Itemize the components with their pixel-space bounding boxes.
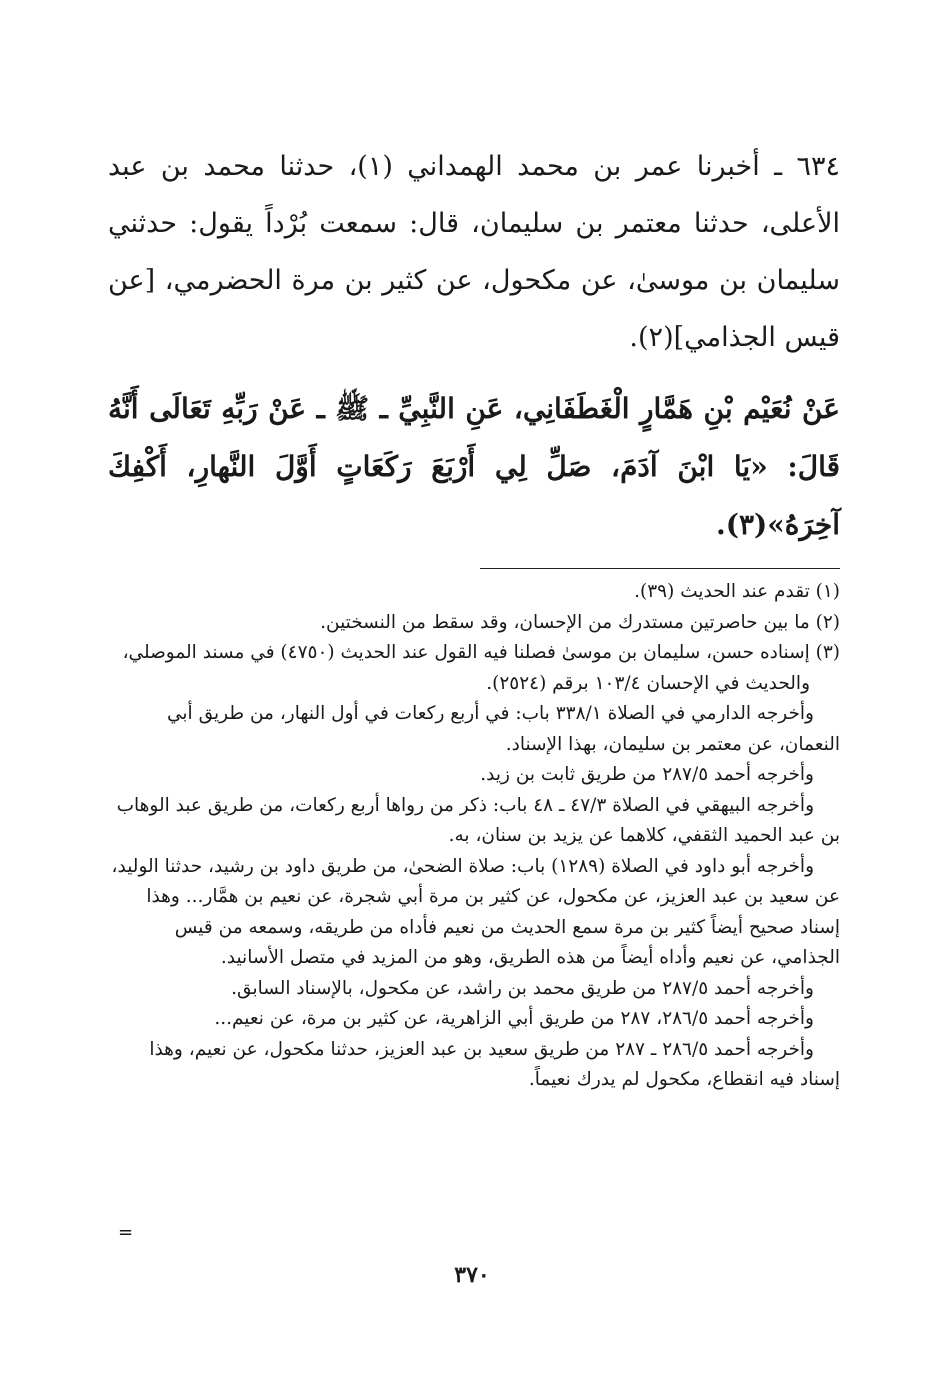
- hadith-text: عَنْ نُعَيْم بْنِ هَمَّارٍ الْغَطَفَانِي، عَنِ النَّبِيِّ ـ ﷺ ـ عَنْ رَبِّهِ تَعَالَى أَنَّهُ قَالَ: «يَا ابْنَ آدَمَ، صَلِّ لِي أَرْبَعَ رَكَعَاتٍ أَوَّلَ النَّهارِ، أَكْفِكَ آخِرَهُ»(٣).: [108, 392, 840, 541]
- footnote-3-ahmad-2: وأخرجه أحمد ٢٨٧/٥ من طريق محمد بن راشد، عن مكحول، بالإسناد السابق.: [231, 977, 814, 999]
- footnote-1: (١) تقدم عند الحديث (٣٩).: [634, 581, 840, 602]
- footnote-3-ahmad-4: وأخرجه أحمد ٢٨٦/٥ ـ ٢٨٧ من طريق سعيد بن عبد العزيز، حدثنا مكحول، عن نعيم، وهذا إسناد فيه انقطاع، مكحول لم يدرك نعيماً.: [149, 1038, 840, 1090]
- main-text: [108, 138, 840, 366]
- continuation-mark: =: [118, 1222, 134, 1243]
- footnote-3: (٣) إسناده حسن، سليمان بن موسىٰ فصلنا فيه القول عند الحديث (٤٧٥٠) في مسند الموصلي، والحديث في الإحسان ١٠٣/٤ برقم (٢٥٢٤).: [122, 642, 840, 694]
- footnote-3-abu-dawud: وأخرجه أبو داود في الصلاة (١٢٨٩) باب: صلاة الضحىٰ، من طريق داود بن رشيد، حدثنا الوليد، عن سعيد بن عبد العزيز، عن مكحول، عن كثير بن مرة أبي شجرة، عن نعيم بن همَّار... وهذا إسناد صحيح أيضاً كثير بن مرة سمع الحديث من نعيم فأداه من طريقه، وسمعه من قيس الجذامي، عن نعيم وأداه أيضاً من هذه الطريق، وهو من المزيد في متصل الأسانيد.: [111, 855, 840, 968]
- hadith-matn: [108, 380, 840, 554]
- hadith-isnad-paragraph: ٦٣٤ ـ أخبرنا عمر بن محمد الهمداني (١)، حدثنا محمد بن عبد الأعلى، حدثنا معتمر بن سليمان، قال: سمعت بُرْداً يقول: حدثني سليمان بن موسىٰ، عن مكحول، عن كثير بن مرة الحضرمي، [عن قيس الجذامي](٢).: [108, 151, 840, 353]
- footnote-3-ahmad-3: وأخرجه أحمد ٢٨٦/٥، ٢٨٧ من طريق أبي الزاهرية، عن كثير بن مرة، عن نعيم...: [214, 1008, 814, 1029]
- footnote-separator: [480, 568, 840, 569]
- page-number: ٣٧٠: [454, 1262, 490, 1288]
- footnote-3-bayhaqi: وأخرجه البيهقي في الصلاة ٤٧/٣ ـ ٤٨ باب: ذكر من رواها أربع ركعات، من طريق عبد الوهاب بن عبد الحميد الثقفي، كلاهما عن يزيد بن سنان، به.: [116, 794, 840, 846]
- footnote-3-ahmad-1: وأخرجه أحمد ٢٨٧/٥ من طريق ثابت بن زيد.: [480, 764, 814, 785]
- book-page: [108, 138, 840, 1298]
- footnotes: [108, 577, 840, 1096]
- footnote-3-darimi: وأخرجه الدارمي في الصلاة ٣٣٨/١ باب: في أربع ركعات في أول النهار، من طريق أبي النعمان، عن معتمر بن سليمان، بهذا الإسناد.: [166, 703, 840, 755]
- footnote-2: (٢) ما بين حاصرتين مستدرك من الإحسان، وقد سقط من النسختين.: [320, 611, 840, 633]
